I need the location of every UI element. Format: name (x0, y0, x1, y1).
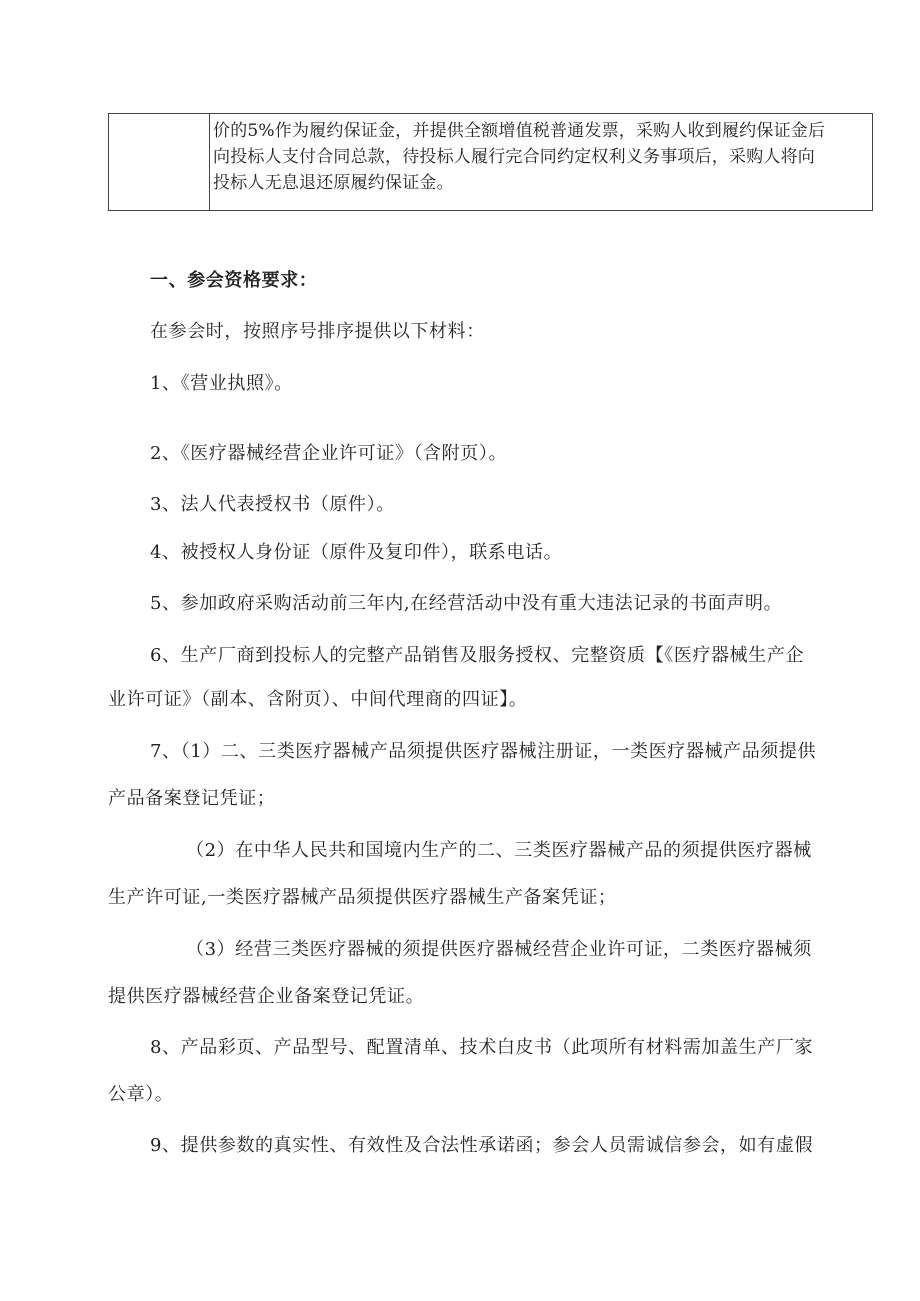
list-item-6-line-1: 6、生产厂商到投标人的完整产品销售及服务授权、完整资质【《医疗器械生产企 (150, 645, 805, 666)
deposit-table-cell (213, 118, 869, 196)
section-intro: 在参会时，按照序号排序提供以下材料： (150, 321, 485, 342)
list-item-2: 2、《医疗器械经营企业许可证》（含附页）。 (150, 443, 508, 464)
list-item-5: 5、参加政府采购活动前三年内,在经营活动中没有重大违法记录的书面声明。 (150, 593, 783, 614)
list-item-7-line-2: 产品备案登记凭证； (108, 788, 276, 809)
list-item-1: 1、《营业执照》。 (150, 373, 293, 394)
list-item-8-line-1: 8、产品彩页、产品型号、配置清单、技术白皮书（此项所有材料需加盖生产厂家 (150, 1037, 814, 1058)
list-item-7-sub-2-line-2: 生产许可证,一类医疗器械产品须提供医疗器械生产备案凭证； (108, 887, 617, 908)
section-heading: 一、参会资格要求： (150, 270, 318, 291)
list-item-7-sub-3-line-1: （3）经营三类医疗器械的须提供医疗器械经营企业许可证，二类医疗器械须 (186, 939, 812, 960)
list-item-3: 3、法人代表授权书（原件）。 (150, 494, 395, 515)
list-item-9-line-1: 9、提供参数的真实性、有效性及合法性承诺函；参会人员需诚信参会，如有虚假 (150, 1135, 814, 1156)
deposit-table (108, 113, 873, 211)
list-item-8-line-2: 公章）。 (108, 1084, 174, 1105)
table-cell-line: 价的5%作为履约保证金，并提供全额增值税普通发票，采购人收到履约保证金后 (213, 121, 826, 141)
table-cell-line: 向投标人支付合同总款，待投标人履行完合同约定权利义务事项后，采购人将向 (213, 147, 815, 167)
list-item-4: 4、被授权人身份证（原件及复印件），联系电话。 (150, 542, 563, 563)
table-cell-line: 投标人无息退还原履约保证金。 (213, 173, 454, 193)
list-item-7-sub-2-line-1: （2）在中华人民共和国境内生产的二、三类医疗器械产品的须提供医疗器械 (186, 840, 812, 861)
list-item-7-sub-3-line-2: 提供医疗器械经营企业备案登记凭证。 (108, 986, 425, 1007)
table-column-divider (209, 114, 210, 210)
list-item-7-line-1: 7、（1）二、三类医疗器械产品须提供医疗器械注册证，一类医疗器械产品须提供 (150, 741, 817, 762)
list-item-6-line-2: 业许可证》（副本、含附页）、中间代理商的四证】。 (108, 689, 528, 710)
